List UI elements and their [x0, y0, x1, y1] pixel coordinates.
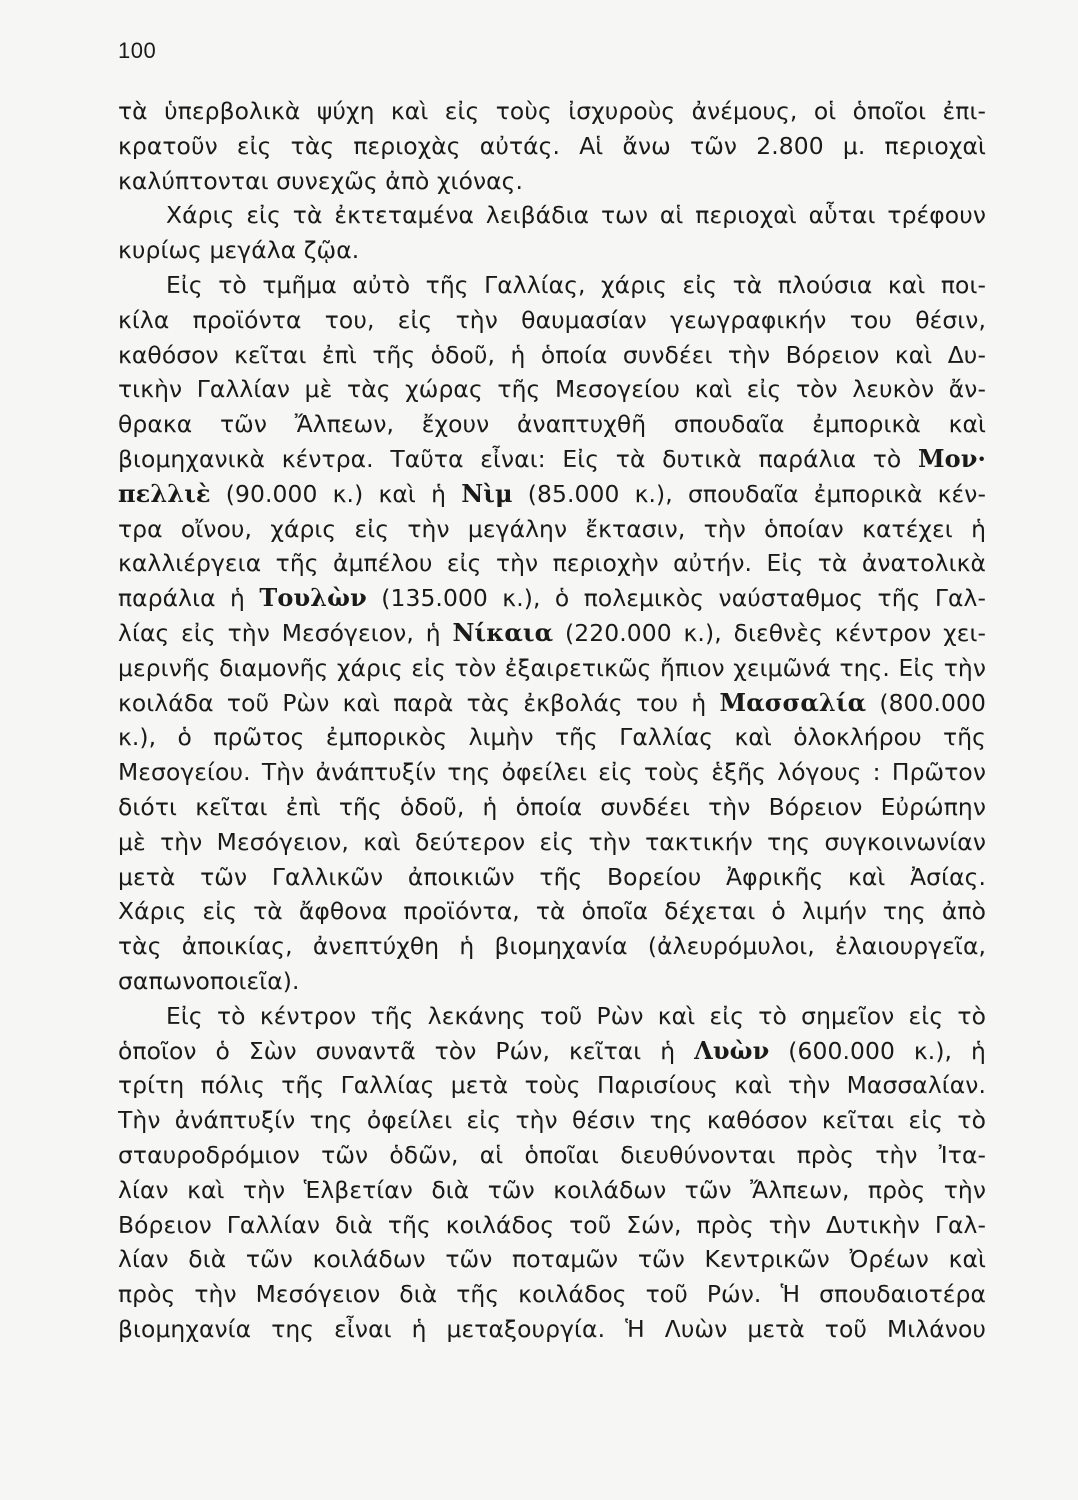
text-line [118, 477, 986, 512]
text-line [118, 407, 986, 442]
text-run: τὰ ὑπερβολικὰ ψύχη καὶ εἰς τοὺς ἰσχυροὺς ἀνέμους, οἱ ὁποῖοι ἐπι- [118, 97, 986, 125]
text-run: λίας εἰς τὴν Μεσόγειον, ἡ [118, 618, 453, 647]
text-line [118, 1173, 986, 1208]
text-line [118, 198, 986, 233]
text-line [118, 964, 986, 999]
text-run: τὰς ἀποικίας, ἀνεπτύχθη ἡ βιομηχανία (ἀλευρόμυλοι, ἐλαιουργεῖα, [118, 932, 986, 961]
place-name-bold: Λυὼν [694, 1035, 770, 1065]
text-run: Χάρις εἰς τὰ ἄφθονα προϊόντα, τὰ ὁποῖα δέχεται ὁ λιμήν της ἀπὸ [118, 897, 986, 926]
place-name-bold: Τουλὼν [259, 583, 367, 613]
text-run: τικὴν Γαλλίαν μὲ τὰς χώρας τῆς Μεσογείου καὶ εἰς τὸν λευκὸν ἄν- [118, 375, 986, 404]
text-line [118, 1138, 986, 1173]
text-line [118, 442, 986, 477]
text-run: καλύπτονται συνεχῶς ἀπὸ χιόνας. [118, 166, 524, 195]
text-run: σταυροδρόμιον τῶν ὁδῶν, αἱ ὁποῖαι διευθύνονται πρὸς τὴν Ἰτα- [118, 1140, 986, 1169]
place-name-bold: Νὶμ [461, 478, 513, 508]
text-run: Εἰς τὸ κέντρον τῆς λεκάνης τοῦ Ρὼν καὶ εἰς τὸ σημεῖον εἰς τὸ [166, 1001, 986, 1030]
place-name-bold: πελλιὲ [118, 478, 211, 508]
text-line [118, 512, 986, 547]
text-run: (85.000 κ.), σπουδαῖα ἐμπορικὰ κέν- [512, 479, 986, 508]
text-line [118, 894, 986, 929]
text-line [118, 129, 986, 164]
text-line [118, 1103, 986, 1138]
text-line [118, 1242, 986, 1277]
text-run: βιομηχανικὰ κέντρα. Ταῦτα εἶναι: Εἰς τὰ δυτικὰ παράλια τὸ [118, 444, 919, 473]
text-run: Χάρις εἰς τὰ ἐκτεταμένα λειβάδια των αἱ περιοχαὶ αὗται τρέφουν [166, 201, 986, 230]
page-number: 100 [118, 38, 157, 63]
text-run: τρα οἴνου, χάρις εἰς τὴν μεγάλην ἔκτασιν, τὴν ὁποίαν κατέχει ἡ [118, 514, 986, 543]
text-run: πρὸς τὴν Μεσόγειον διὰ τῆς κοιλάδος τοῦ Ρών. Ἡ σπουδαιοτέρα [118, 1280, 986, 1309]
text-line [118, 164, 986, 199]
text-run: (600.000 κ.), ἡ [769, 1036, 986, 1065]
text-run: τρίτη πόλις τῆς Γαλλίας μετὰ τοὺς Παρισίους καὶ τὴν Μασσαλίαν. [118, 1071, 986, 1100]
text-line [118, 999, 986, 1034]
text-line [118, 1277, 986, 1312]
body-text [118, 94, 986, 1347]
text-run: μὲ τὴν Μεσόγειον, καὶ δεύτερον εἰς τὴν τακτικήν της συγκοινωνίαν [118, 827, 986, 856]
text-run: κίλα προϊόντα του, εἰς τὴν θαυμασίαν γεωγραφικήν του θέσιν, [118, 305, 986, 334]
text-run: βιομηχανία της εἶναι ἡ μεταξουργία. Ἡ Λυὼν μετὰ τοῦ Μιλάνου [118, 1314, 986, 1343]
text-line [118, 1034, 986, 1069]
text-run: διότι κεῖται ἐπὶ τῆς ὁδοῦ, ἡ ὁποία συνδέει τὴν Βόρειον Εὐρώπην [118, 792, 986, 821]
text-run: παράλια ἡ [118, 584, 260, 613]
text-line [118, 233, 986, 268]
text-run: κρατοῦν εἰς τὰς περιοχὰς αὐτάς. Αἱ ἄνω τῶν 2.800 μ. περιοχαὶ [118, 131, 986, 160]
text-line [118, 338, 986, 373]
text-run: θρακα τῶν Ἄλπεων, ἔχουν ἀναπτυχθῆ σπουδαῖα ἐμπορικὰ καὶ [118, 410, 986, 439]
text-run: μετὰ τῶν Γαλλικῶν ἀποικιῶν τῆς Βορείου Ἀφρικῆς καὶ Ἀσίας. [118, 862, 986, 891]
text-run: κοιλάδα τοῦ Ρὼν καὶ παρὰ τὰς ἐκβολάς του ἡ [118, 688, 720, 717]
text-run: Τὴν ἀνάπτυξίν της ὀφείλει εἰς τὴν θέσιν της καθόσον κεῖται εἰς τὸ [118, 1106, 986, 1135]
text-line [118, 1312, 986, 1347]
text-line [118, 303, 986, 338]
text-run: κυρίως μεγάλα ζῷα. [118, 236, 360, 265]
place-name-bold: Μον· [918, 443, 986, 473]
text-run: (90.000 κ.) καὶ ἡ [210, 479, 462, 508]
text-run: λίαν διὰ τῶν κοιλάδων τῶν ποταμῶν τῶν Κεντρικῶν Ὀρέων καὶ [118, 1245, 986, 1274]
text-run: (220.000 κ.), διεθνὲς κέντρον χει- [553, 618, 986, 647]
text-line [118, 581, 986, 616]
text-line [118, 860, 986, 895]
text-run: Εἰς τὸ τμῆμα αὐτὸ τῆς Γαλλίας, χάρις εἰς τὰ πλούσια καὶ ποι- [166, 270, 986, 299]
text-line [118, 1208, 986, 1243]
text-line [118, 686, 986, 721]
text-line [118, 720, 986, 755]
text-line [118, 1068, 986, 1103]
text-run: ὁποῖον ὁ Σὼν συναντᾶ τὸν Ρών, κεῖται ἡ [118, 1036, 695, 1065]
text-run: Μεσογείου. Τὴν ἀνάπτυξίν της ὀφείλει εἰς τοὺς ἑξῆς λόγους : Πρῶτον [118, 758, 986, 787]
text-run: (800.000 [866, 688, 986, 717]
text-run: καθόσον κεῖται ἐπὶ τῆς ὁδοῦ, ἡ ὁποία συνδέει τὴν Βόρειον καὶ Δυ- [118, 340, 986, 369]
text-run: μερινῆς διαμονῆς χάρις εἰς τὸν ἐξαιρετικῶς ἤπιον χειμῶνά της. Εἰς τὴν [118, 653, 986, 682]
place-name-bold: Μασσαλία [719, 687, 867, 717]
text-run: Βόρειον Γαλλίαν διὰ τῆς κοιλάδος τοῦ Σών, πρὸς τὴν Δυτικὴν Γαλ- [118, 1210, 986, 1239]
text-line [118, 616, 986, 651]
text-line [118, 929, 986, 964]
text-run: καλλιέργεια τῆς ἀμπέλου εἰς τὴν περιοχὴν αὐτήν. Εἰς τὰ ἀνατολικὰ [118, 549, 986, 578]
text-line [118, 372, 986, 407]
text-run: σαπωνοποιεῖα). [118, 966, 300, 995]
text-run: λίαν καὶ τὴν Ἑλβετίαν διὰ τῶν κοιλάδων τῶν Ἄλπεων, πρὸς τὴν [118, 1175, 986, 1204]
text-line [118, 651, 986, 686]
text-run: (135.000 κ.), ὁ πολεμικὸς ναύσταθμος τῆς Γαλ- [366, 584, 986, 613]
text-line [118, 546, 986, 581]
text-run: κ.), ὁ πρῶτος ἐμπορικὸς λιμὴν τῆς Γαλλίας καὶ ὁλοκλήρου τῆς [118, 723, 986, 752]
text-line [118, 268, 986, 303]
text-line [118, 790, 986, 825]
place-name-bold: Νίκαια [452, 617, 554, 647]
text-line [118, 94, 986, 129]
text-line [118, 825, 986, 860]
text-line [118, 755, 986, 790]
